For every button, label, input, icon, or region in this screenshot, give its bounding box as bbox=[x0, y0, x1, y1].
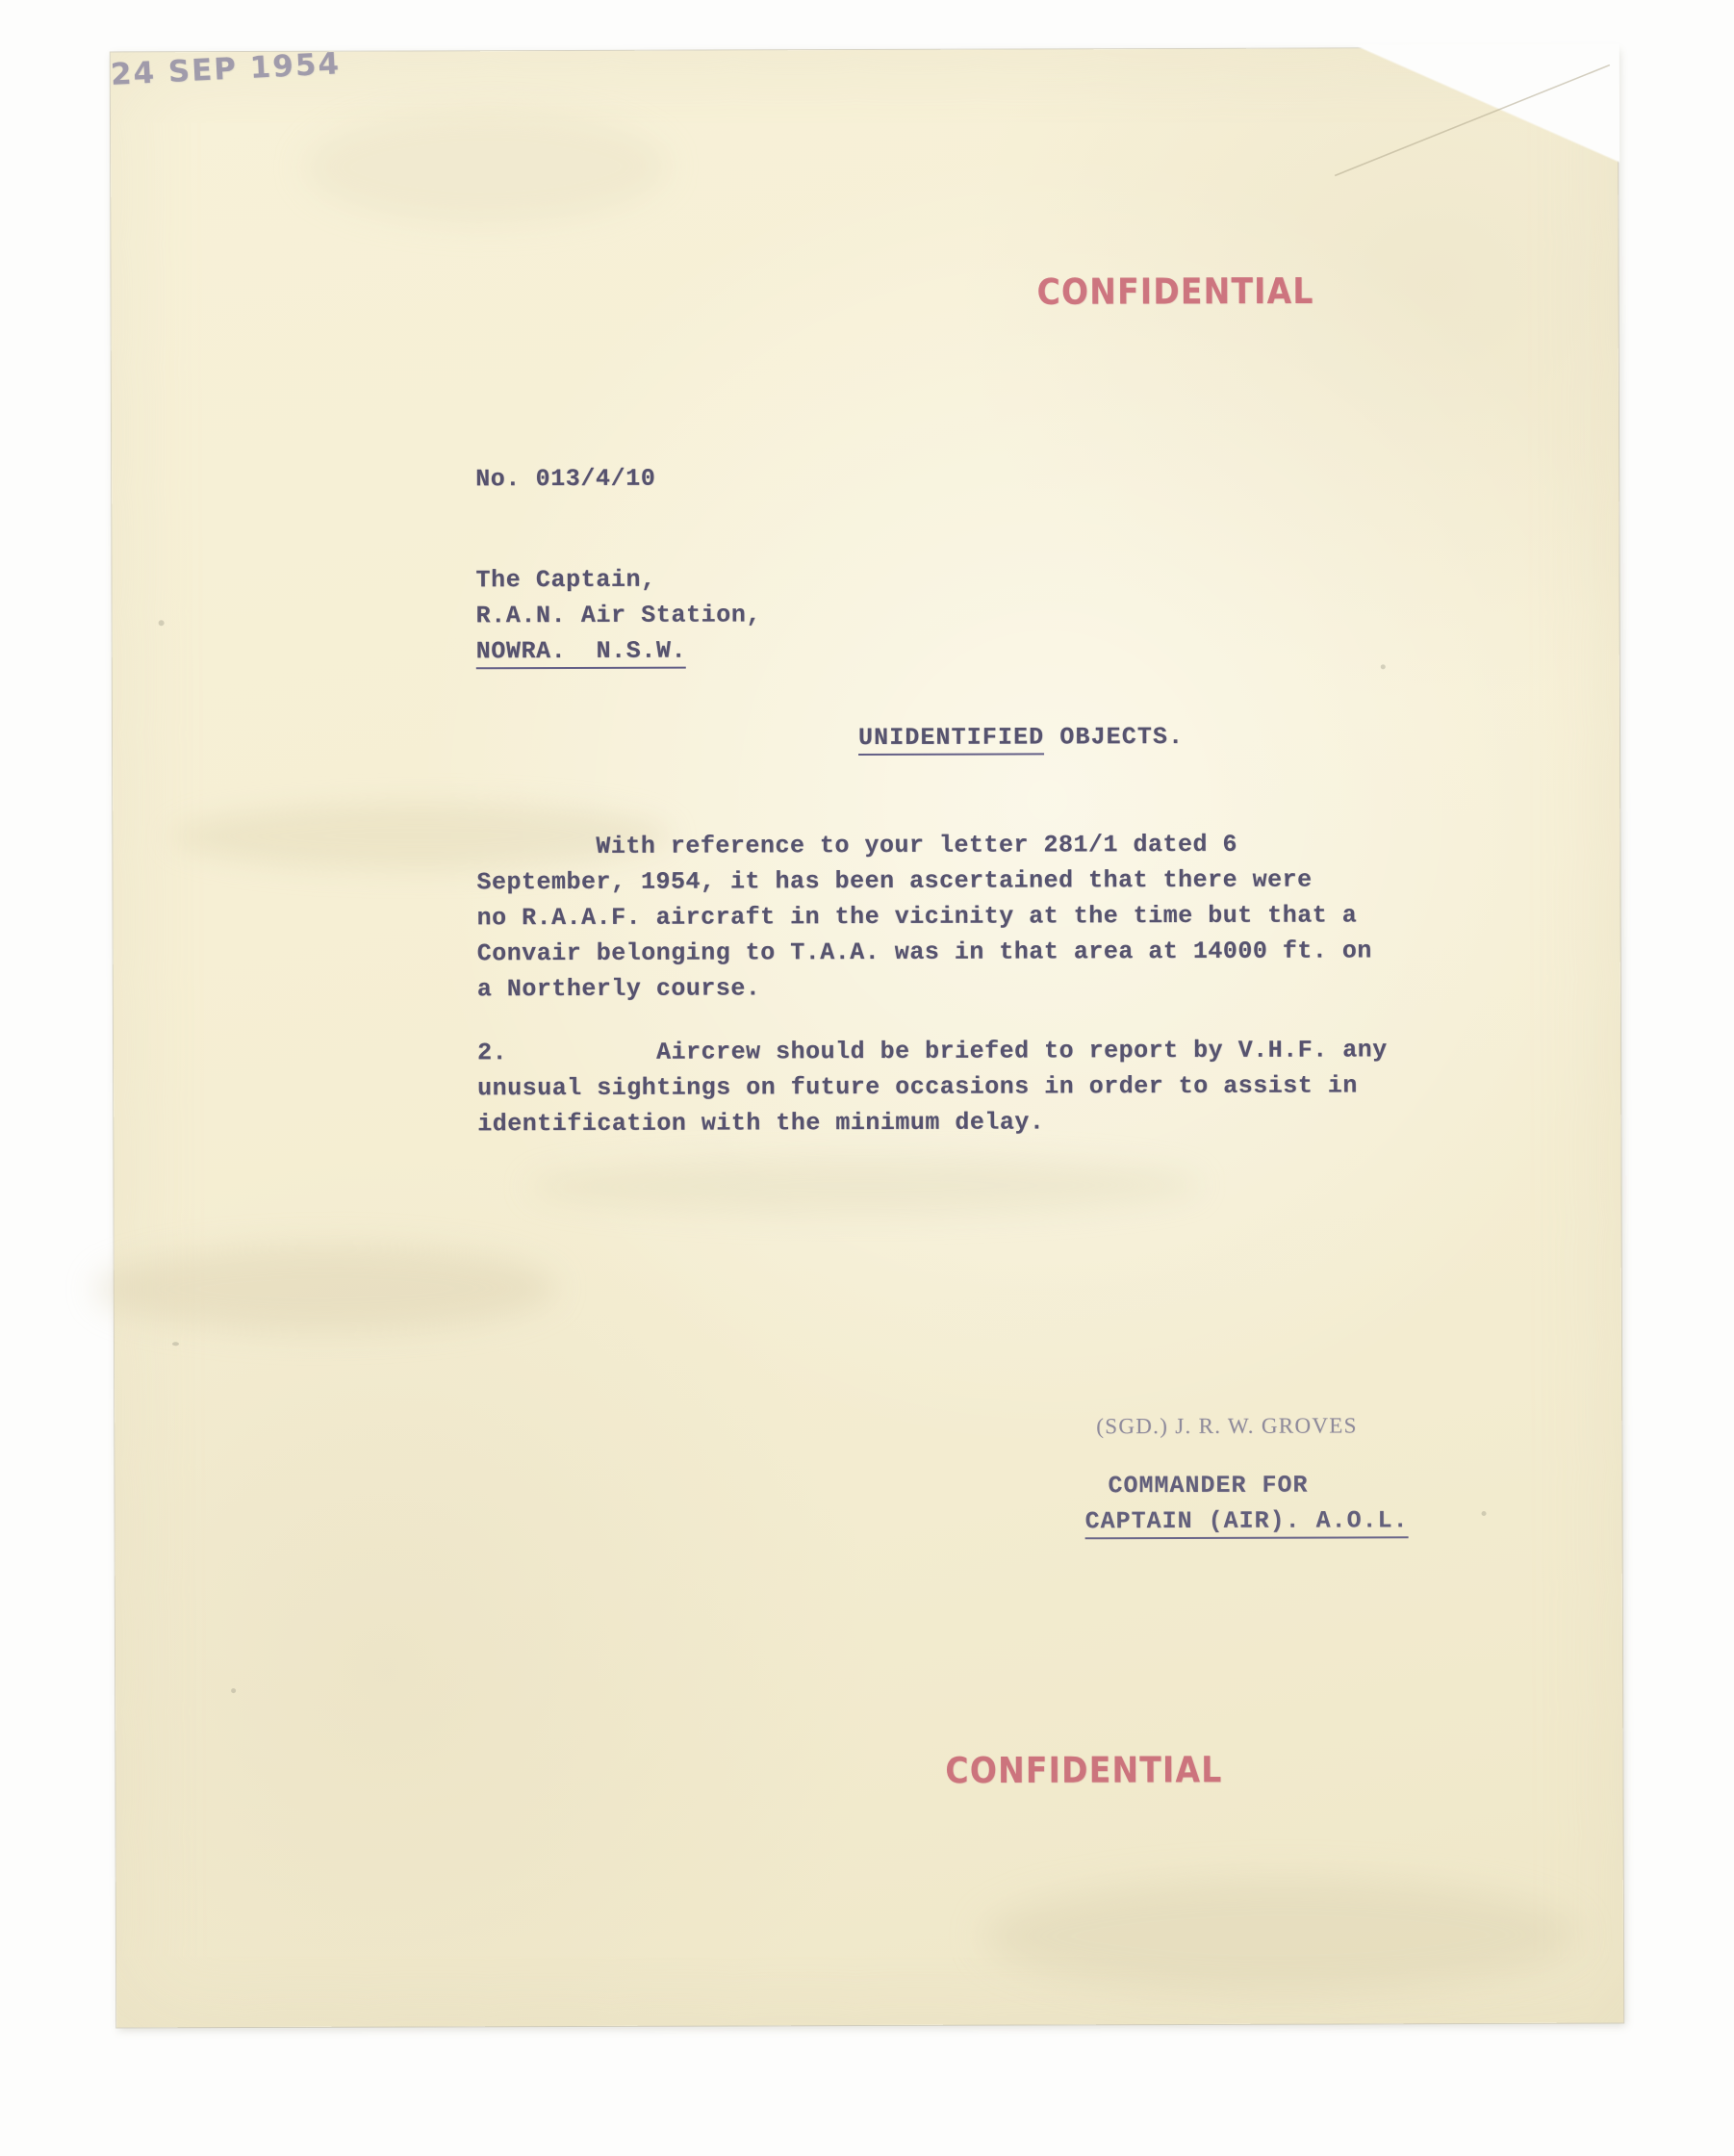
paragraph-2-line-1: 2. Aircrew should be briefed to report by V.H.F. any bbox=[477, 1036, 1388, 1067]
addressee-line-1: The Captain, bbox=[475, 565, 656, 595]
signature-title-line-2-text: CAPTAIN (AIR). A.O.L. bbox=[1085, 1506, 1409, 1539]
paragraph-1-line-5: a Northerly course. bbox=[476, 974, 761, 1004]
document-page bbox=[111, 48, 1623, 2028]
subject-remainder: OBJECTS. bbox=[1044, 722, 1185, 752]
reference-number: No. 013/4/10 bbox=[475, 464, 656, 494]
signature-title-line-2 bbox=[1085, 1506, 1409, 1535]
date-received-stamp: 24 SEP 1954 bbox=[110, 46, 342, 92]
paragraph-2-line-3: identification with the minimum delay. bbox=[477, 1108, 1045, 1139]
paragraph-1-line-4: Convair belonging to T.A.A. was in that area at 14000 ft. on bbox=[476, 937, 1372, 968]
signature-signed-by: (SGD.) J. R. W. GROVES bbox=[1096, 1413, 1358, 1439]
classification-stamp-top: CONFIDENTIAL bbox=[1036, 270, 1314, 313]
classification-stamp-bottom: CONFIDENTIAL bbox=[945, 1748, 1223, 1792]
addressee-line-3-text: NOWRA. N.S.W. bbox=[476, 637, 687, 670]
signature-title-line-1: COMMANDER FOR bbox=[1108, 1471, 1309, 1501]
subject-heading bbox=[858, 723, 1184, 752]
addressee-line-2: R.A.N. Air Station, bbox=[475, 601, 762, 630]
paragraph-1-line-2: September, 1954, it has been ascertained that there were bbox=[476, 865, 1313, 897]
addressee-line-3 bbox=[476, 637, 687, 666]
paragraph-1-line-3: no R.A.A.F. aircraft in the vicinity at the time but that a bbox=[476, 901, 1358, 933]
paragraph-1-line-1: With reference to your letter 281/1 dated 6 bbox=[476, 830, 1238, 861]
paragraph-2-line-2: unusual sightings on future occasions in order to assist in bbox=[477, 1071, 1358, 1103]
subject-underlined-part: UNIDENTIFIED bbox=[858, 723, 1044, 756]
